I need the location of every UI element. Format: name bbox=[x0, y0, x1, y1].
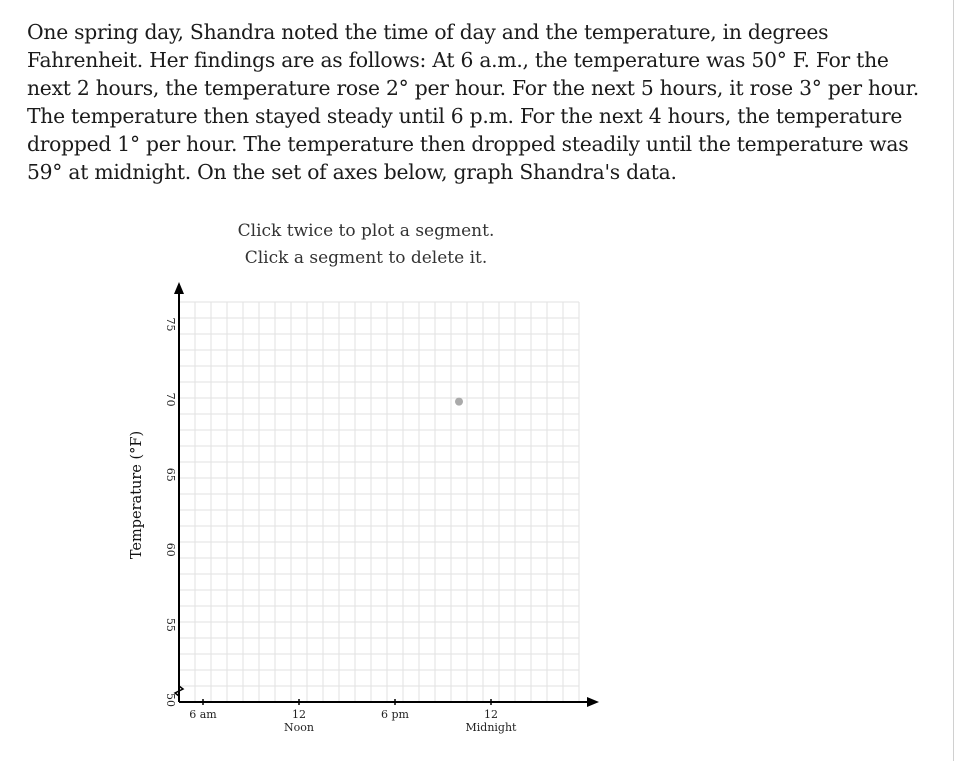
x-tick-label: 6 am bbox=[189, 708, 217, 721]
x-tick-label: 12 bbox=[484, 708, 498, 721]
y-tick-label-60: 60 bbox=[164, 542, 177, 557]
x-tick-label: 12 bbox=[292, 708, 306, 721]
instruction-plot-segment: Click twice to plot a segment. bbox=[237, 221, 495, 241]
y-tick-labels bbox=[164, 318, 177, 707]
x-tick-label: 6 pm bbox=[381, 708, 409, 721]
y-axis-arrow bbox=[174, 282, 184, 294]
x-tick-sublabel: Noon bbox=[284, 721, 314, 734]
x-axis-arrow bbox=[587, 697, 599, 707]
problem-statement: One spring day, Shandra noted the time of day and the temperature, in degrees Fahrenheit. Her findings are as follows: At 6 a.m., the temperature was 50° F. For the next 2 hours, the temperature rose 2° per hour. For the next 5 hours, it rose 3° per hour. The temperature then stayed steady until 6 p.m. For the next 4 hours, the temperature dropped 1° per hour. The temperature then dropped steadily until the temperature was 59° at midnight. On the set of axes below, graph Shandra's data. bbox=[27, 20, 919, 184]
x-tick-sublabel: Midnight bbox=[465, 721, 517, 734]
plotted-points[interactable] bbox=[455, 398, 463, 406]
y-axis-title: Temperature (°F) bbox=[129, 430, 145, 560]
graph-grid[interactable] bbox=[179, 302, 579, 702]
y-tick-label-75: 75 bbox=[164, 317, 177, 332]
y-tick-label-65: 65 bbox=[164, 467, 177, 482]
y-tick-label-70: 70 bbox=[164, 392, 177, 407]
plotted-point[interactable] bbox=[455, 398, 463, 406]
y-tick-label-55: 55 bbox=[164, 617, 177, 632]
y-tick-label-50: 50 bbox=[164, 693, 177, 707]
x-tick-labels bbox=[189, 699, 517, 734]
instruction-delete-segment: Click a segment to delete it. bbox=[244, 248, 488, 268]
